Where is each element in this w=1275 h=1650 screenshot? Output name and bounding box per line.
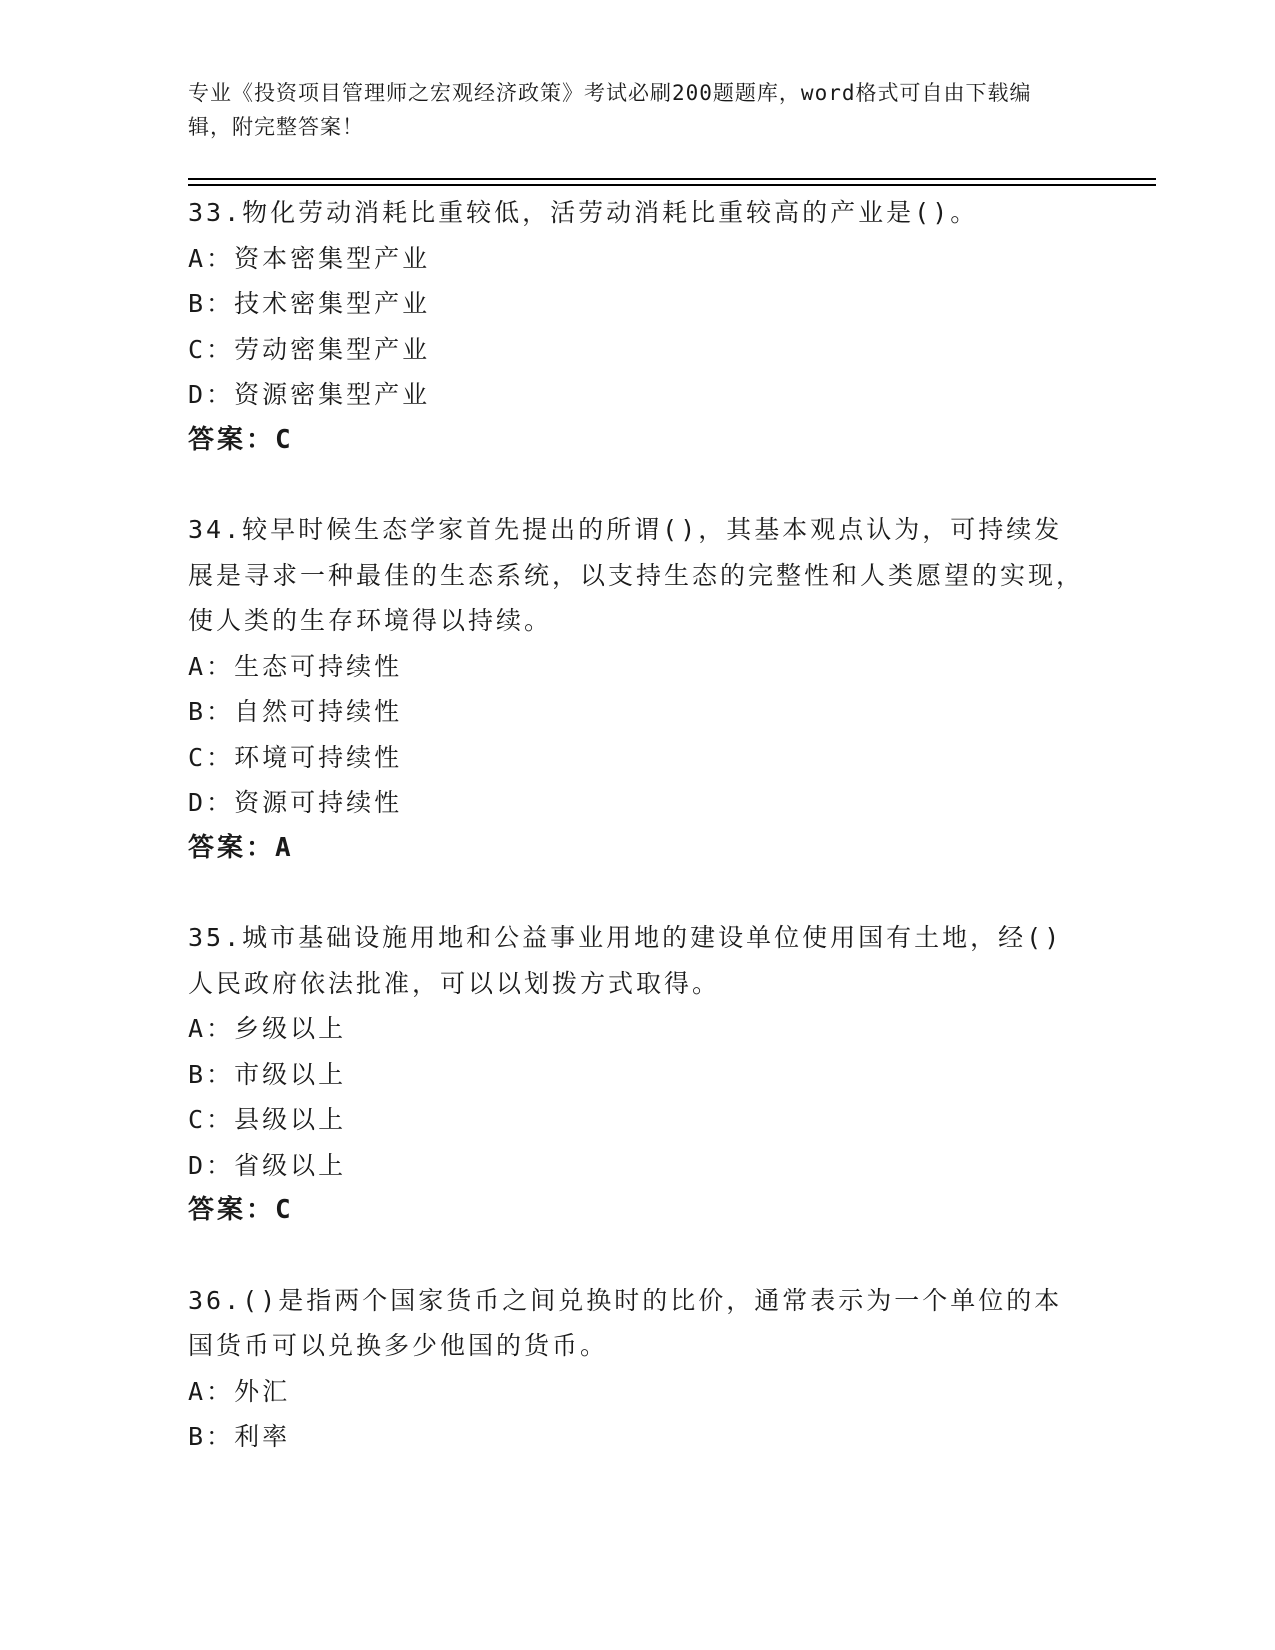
header-intro-text: 专业《投资项目管理师之宏观经济政策》考试必刷200题题库，word格式可自由下载编辑，附完整答案！	[188, 81, 1032, 139]
option-text: 乡级以上	[234, 1014, 347, 1043]
answer-label: 答案：	[188, 832, 276, 863]
option-a	[188, 236, 1088, 282]
option-letter: A：	[188, 243, 235, 273]
option-text: 自然可持续性	[234, 697, 403, 726]
option-letter: A：	[188, 1376, 235, 1406]
option-text: 利率	[234, 1422, 291, 1451]
option-letter: D：	[188, 380, 235, 409]
option-a	[188, 1006, 1088, 1052]
question-35	[188, 915, 1088, 1234]
answer-label: 答案：	[188, 424, 276, 455]
answer-line	[188, 1188, 1088, 1234]
option-b	[188, 281, 1088, 327]
question-33	[188, 190, 1088, 463]
option-text: 外汇	[234, 1376, 291, 1406]
option-b	[188, 689, 1088, 735]
option-letter: B：	[188, 1059, 235, 1089]
option-text: 资源密集型产业	[234, 380, 431, 409]
answer-value: A	[275, 832, 294, 863]
option-c	[188, 735, 1088, 781]
option-text: 省级以上	[234, 1150, 347, 1180]
question-stem: 36.()是指两个国家货币之间兑换时的比价，通常表示为一个单位的本国货币可以兑换多少他国的货币。	[188, 1285, 1063, 1360]
answer-line	[188, 826, 1088, 872]
option-letter: C：	[188, 334, 235, 364]
question-34	[188, 507, 1088, 871]
option-letter: D：	[188, 1150, 235, 1180]
option-letter: B：	[188, 1422, 235, 1451]
answer-value: C	[275, 424, 294, 455]
option-a	[188, 644, 1088, 690]
option-letter: D：	[188, 788, 235, 817]
option-b	[188, 1052, 1088, 1098]
header-divider-bottom	[188, 184, 1156, 186]
option-text: 资本密集型产业	[234, 243, 431, 273]
option-text: 资源可持续性	[234, 788, 403, 817]
option-text: 县级以上	[234, 1105, 347, 1134]
option-d	[188, 372, 1088, 418]
option-b	[188, 1414, 1088, 1460]
question-stem: 35.城市基础设施用地和公益事业用地的建设单位使用国有土地，经()人民政府依法批准，可以以划拨方式取得。	[188, 923, 1063, 998]
question-list	[188, 190, 1088, 1460]
option-text: 生态可持续性	[234, 651, 403, 681]
question-stem: 33.物化劳动消耗比重较低，活劳动消耗比重较高的产业是()。	[188, 198, 979, 227]
option-text: 环境可持续性	[234, 742, 403, 772]
option-letter: A：	[188, 651, 235, 681]
question-36	[188, 1278, 1088, 1460]
option-letter: B：	[188, 697, 235, 726]
option-letter: C：	[188, 1105, 235, 1134]
answer-label: 答案：	[188, 1195, 276, 1225]
option-text: 劳动密集型产业	[234, 334, 431, 364]
option-text: 市级以上	[234, 1059, 347, 1089]
document-header	[188, 76, 1068, 144]
answer-value: C	[275, 1195, 294, 1225]
answer-line	[188, 418, 1088, 464]
option-letter: B：	[188, 289, 235, 318]
option-letter: C：	[188, 742, 235, 772]
header-divider-top	[188, 178, 1156, 180]
option-a	[188, 1369, 1088, 1415]
option-c	[188, 327, 1088, 373]
option-d	[188, 780, 1088, 826]
option-d	[188, 1143, 1088, 1189]
option-c	[188, 1097, 1088, 1143]
option-letter: A：	[188, 1014, 235, 1043]
question-stem: 34.较早时候生态学家首先提出的所谓()，其基本观点认为，可持续发展是寻求一种最佳的生态系统，以支持生态的完整性和人类愿望的实现，使人类的生存环境得以持续。	[188, 515, 1085, 635]
option-text: 技术密集型产业	[234, 289, 431, 318]
